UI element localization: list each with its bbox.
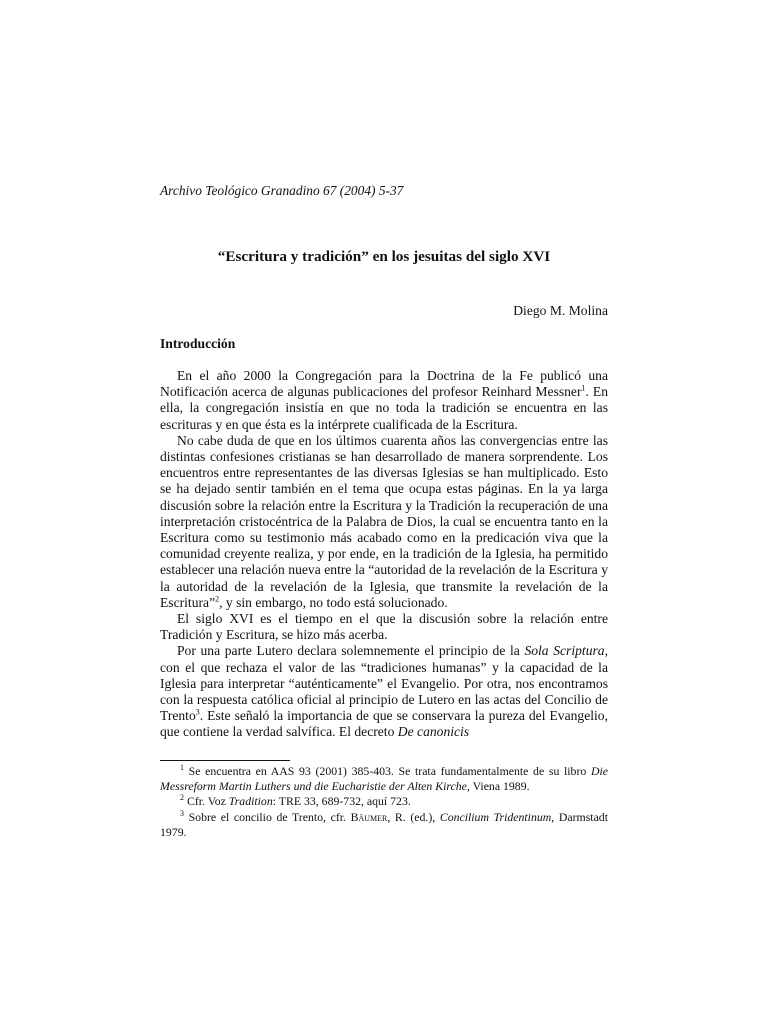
footnote-1: $^1$ Se encuentra en AAS 93 (2001) 385-403. Se trata fundamentalmente de su libro Die Messreform Martin Luthers und die Eucharistie der Alten Kirche, Viena 1989. bbox=[160, 763, 608, 794]
paragraph-4: Por una parte Lutero declara solemnemente el principio de la Sola Scriptura, con el que rechaza el valor de las “tradiciones humanas” y la capacidad de la Iglesia para interpretar “auténticamente” el Evangelio. Por otra, nos encontramos con la respuesta católica oficial al principio de Lutero en las actas del Concilio de Trento$^3$. Este señaló la importancia de que se conservara la pureza del Evangelio, que contiene la verdad salvífica. El decreto De canonicis bbox=[160, 643, 608, 740]
footnote-ref-3: 3 bbox=[195, 707, 200, 717]
footnote-ref-2: 2 bbox=[215, 594, 220, 604]
footnotes bbox=[160, 764, 608, 840]
journal-citation: Archivo Teológico Granadino 67 (2004) 5-37 bbox=[160, 183, 404, 198]
footnote-3: $^3$ Sobre el concilio de Trento, cfr. Bäumer, R. (ed.), Concilium Tridentinum, Darmstadt 1979. bbox=[160, 808, 608, 839]
paragraph-2: No cabe duda de que en los últimos cuarenta años las convergencias entre las distintas confesiones cristianas se han desarrollado de manera sorprendente. Los encuentros entre representantes de las diversas Iglesias se han multiplicado. Esto se ha dejado sentir también en el tema que ocupa estas páginas. En la ya larga discusión sobre la relación entre la Escritura y la Tradición la recuperación de una interpretación cristocéntrica de la Palabra de Dios, la cual se encuentra tanto en la Escritura como su testimonio más acabado como en la predicación viva que la comunidad creyente realiza, y por ende, en la tradición de la Iglesia, ha permitido establecer una relación nueva entre la “autoridad de la revelación de la Escritura y la autoridad de la revelación de la Iglesia, que transmite la revelación de la Escritura”$^2$, y sin embargo, no todo está solucionado. bbox=[160, 432, 608, 610]
body-text bbox=[160, 368, 608, 741]
section-heading: Introducción bbox=[160, 336, 236, 351]
article-title: “Escritura y tradición” en los jesuitas del siglo XVI bbox=[217, 248, 551, 265]
article-author: Diego M. Molina bbox=[513, 303, 608, 318]
paragraph-3: El siglo XVI es el tiempo en el que la discusión sobre la relación entre Tradición y Escritura, se hizo más acerba. bbox=[160, 611, 608, 643]
paragraph-1: En el año 2000 la Congregación para la Doctrina de la Fe publicó una Notificación acerca de algunas publicaciones del profesor Reinhard Messner$^1$. En ella, la congregación insistía en que no toda la tradición se encuentra en las escrituras y en que ésta es la intérprete cualificada de la Escritura. bbox=[160, 368, 608, 432]
footnote-ref-1: 1 bbox=[581, 383, 586, 393]
footnote-2: $^2$ Cfr. Voz Tradition: TRE 33, 689-732, aquí 723. bbox=[180, 793, 411, 809]
footnote-divider bbox=[160, 760, 290, 761]
